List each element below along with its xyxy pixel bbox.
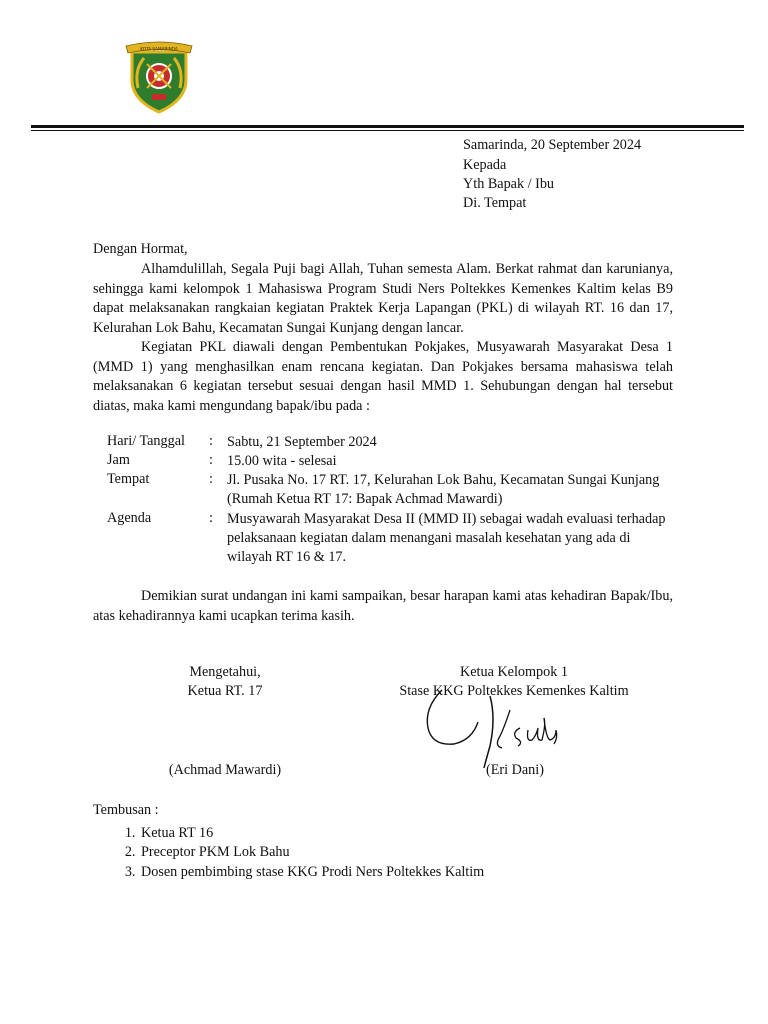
time-value: 15.00 wita - selesai (227, 453, 337, 469)
time-separator: : (209, 452, 213, 468)
recipient-addressee: Yth Bapak / Ibu (463, 176, 555, 192)
agenda-value: Musyawarah Masyarakat Desa II (MMD II) sebagai wadah evaluasi terhadap pelaksanaan kegiatan dalam menangani masalah kesehatan yang ada di wilayah RT 16 & 17. (227, 511, 666, 565)
copies-heading: Tembusan : (93, 802, 159, 818)
copies-list-item: 2. Preceptor PKM Lok Bahu (139, 843, 484, 862)
recipient-location: Di. Tempat (463, 195, 527, 211)
copies-list-item: 3. Dosen pembimbing stase KKG Prodi Ners Poltekkes Kaltim (139, 863, 484, 882)
place-separator: : (209, 471, 213, 487)
salutation: Dengan Hormat, (93, 241, 188, 257)
right-signer-heading: Ketua Kelompok 1 (460, 664, 568, 680)
letterhead-rule-thin (31, 130, 744, 131)
closing-paragraph: Demikian surat undangan ini kami sampaikan, besar harapan kami atas kehadiran Bapak/Ibu, atas kehadirannya kami ucapkan terima kasih. (93, 588, 673, 624)
day-value: Sabtu, 21 September 2024 (227, 434, 377, 450)
handwritten-signature (420, 688, 590, 770)
place-date: Samarinda, 20 September 2024 (463, 137, 642, 153)
left-signer-heading: Mengetahui, (189, 664, 261, 680)
place-value: Jl. Pusaka No. 17 RT. 17, Kelurahan Lok Bahu, Kecamatan Sungai Kunjang (Rumah Ketua RT 17: Bapak Achmad Mawardi) (227, 472, 660, 507)
time-label: Jam (107, 452, 130, 468)
day-label: Hari/ Tanggal (107, 433, 185, 449)
logo-label: KOTA SAMARINDA (140, 46, 178, 52)
body-paragraph-1: Alhamdulillah, Segala Puji bagi Allah, Tuhan semesta Alam. Berkat rahmat dan karunianya, sehingga kami kelompok 1 Mahasiswa Program Studi Ners Poltekkes Kemenkes Kaltim kelas B9 dapat melaksanakan rangkaian kegiatan Praktek Kerja Lapangan (PKL) di wilayah RT. 16 dan 17, Kelurahan Lok Bahu, Kecamatan Sungai Kunjang dengan lancar. (93, 261, 673, 336)
place-label: Tempat (107, 471, 150, 487)
left-signer-name: (Achmad Mawardi) (168, 762, 282, 778)
day-separator: : (209, 433, 213, 449)
recipient-to: Kepada (463, 157, 507, 173)
letterhead-rule-thick (31, 125, 744, 128)
copies-list (93, 824, 484, 882)
right-signer-name: (Eri Dani) (486, 762, 544, 778)
left-signer-title: Ketua RT. 17 (187, 683, 263, 699)
copies-list-item: 1. Ketua RT 16 (139, 824, 484, 843)
agenda-separator: : (209, 510, 213, 526)
agenda-label: Agenda (107, 510, 152, 526)
samarinda-city-emblem (124, 38, 194, 114)
right-signer-title: Stase KKG Poltekkes Kemenkes Kaltim (399, 683, 629, 699)
body-paragraph-2: Kegiatan PKL diawali dengan Pembentukan Pokjakes, Musyawarah Masyarakat Desa 1 (MMD 1) yang menghasilkan enam rencana kegiatan. Dan Pokjakes bersama mahasiswa telah melaksanakan 6 kegiatan tersebut sesuai dengan hasil MMD 1. Sehubungan dengan hal tersebut diatas, maka kami mengundang bapak/ibu pada : (93, 339, 673, 414)
